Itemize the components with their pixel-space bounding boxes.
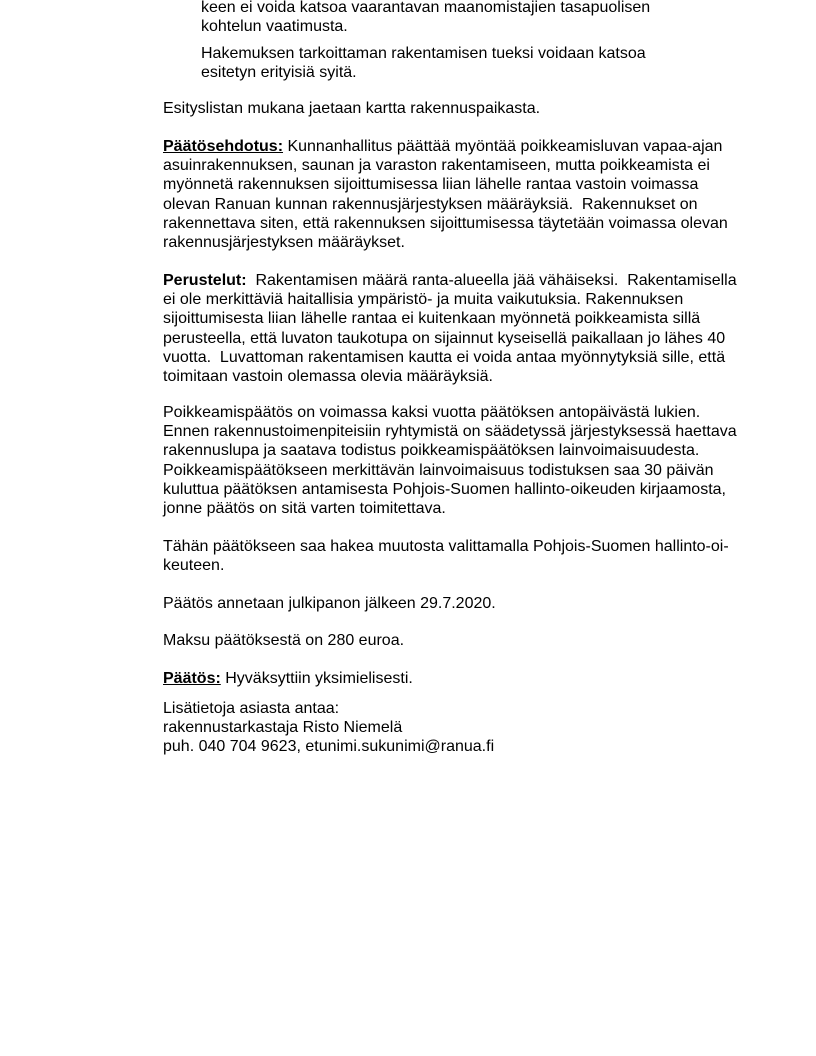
map-note: Esityslistan mukana jaetaan kartta rakennuspaikasta. [163,100,541,117]
text-line: keen ei voida katsoa vaarantavan maanomistajien tasapuolisen [201,0,651,16]
intro-paragraph-1 [201,0,650,36]
text-line: rakennettava siten, että rakennuksen sijoittumisessa täytetään voimassa olevan [163,214,728,232]
validity-section [163,403,737,518]
proposal-label: Päätösehdotus: [163,138,284,155]
text-line: rakennusjärjestyksen määräykset. [163,234,405,252]
text-line: vuotta. Luvattoman rakentamisen kautta ei voida antaa myönnytyksiä sille, että [163,348,726,366]
appeal-section [163,537,729,575]
contact-name: rakennustarkastaja Risto Niemelä [163,719,403,737]
text-line: ei ole merkittäviä haitallisia ympäristö- ja muita vaikutuksia. Rakennuksen [163,291,684,309]
proposal-section [163,137,728,252]
text-line: Rakentamisen määrä ranta-alueella jää vähäiseksi. Rakentamisella [246,272,737,289]
text-line: kohtelun vaatimusta. [201,18,348,36]
text-line: jonne päätös on sitä varten toimitettava. [163,500,446,518]
text-line: rakennuslupa ja saatava todistus poikkeamispäätöksen lainvoimaisuudesta. [163,442,700,460]
text-line: Kunnanhallitus päättää myöntää poikkeamisluvan vapaa-ajan [283,138,723,155]
decision-section [163,669,413,688]
text-line: olevan Ranuan kunnan rakennusjärjestyksen määräyksiä. Rakennukset on [163,195,698,213]
publication-note: Päätös annetaan julkipanon jälkeen 29.7.2020. [163,595,496,612]
text-line: Poikkeamispäätökseen merkittävän lainvoimaisuus todistuksen saa 30 päivän [163,461,714,479]
contact-section [163,699,494,757]
text-line: Lisätietoja asiasta antaa: [163,700,340,717]
text-line: myönnetä rakennuksen sijoittumisessa liian lähelle rantaa vastoin voimassa [163,176,699,194]
grounds-section [163,271,737,386]
text-line: toimitaan vastoin olemassa olevia määräyksiä. [163,368,493,386]
grounds-label: Perustelut: [163,272,247,289]
text-line: esitetyn erityisiä syitä. [201,64,357,82]
text-line: keuteen. [163,557,225,575]
text-line: Ennen rakennustoimenpiteisiin ryhtymistä on säädetyssä järjestyksessä haettava [163,423,737,441]
text-line: Tähän päätökseen saa hakea muutosta valittamalla Pohjois-Suomen hallinto-oi- [163,538,729,555]
contact-details: puh. 040 704 9623, etunimi.sukunimi@ranua.fi [163,738,495,756]
text-line: sijoittumisesta liian lähelle rantaa ei kuitenkaan myönnetä poikkeamista sillä [163,310,701,328]
text-line: Hakemuksen tarkoittaman rakentamisen tueksi voidaan katsoa [201,45,646,62]
text-line: Poikkeamispäätös on voimassa kaksi vuotta päätöksen antopäivästä lukien. [163,404,701,421]
decision-label: Päätös: [163,670,221,687]
intro-paragraph-2 [201,44,646,82]
decision-text: Hyväksyttiin yksimielisesti. [220,670,413,687]
text-line: perusteella, että luvaton taukotupa on sijainnut kyseisellä paikallaan jo lähes 40 [163,329,726,347]
text-line: asuinrakennuksen, saunan ja varaston rakentamiseen, mutta poikkeamista ei [163,157,710,175]
fee-note: Maksu päätöksestä on 280 euroa. [163,632,405,649]
text-line: kuluttua päätöksen antamisesta Pohjois-Suomen hallinto-oikeuden kirjaamosta, [163,480,726,498]
